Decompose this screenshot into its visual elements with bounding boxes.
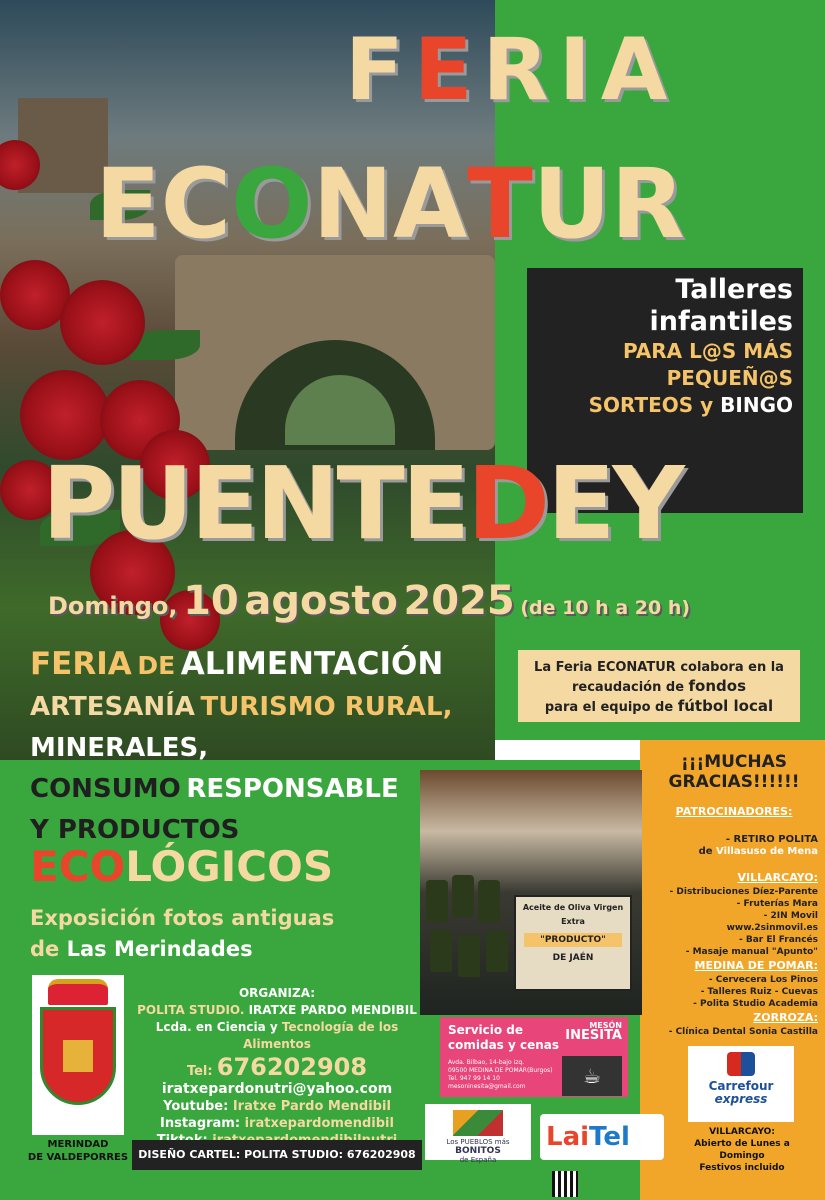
pueblos-logo: Los PUEBLOS más BONITOS de España	[425, 1104, 531, 1160]
carrefour-hours: VILLARCAYO: Abierto de Lunes a Domingo Festivos incluido	[694, 1127, 790, 1173]
exposicion-text: Exposición fotos antiguas de Las Merindades	[30, 906, 335, 961]
talleres-line2: infantiles	[649, 306, 793, 337]
colabora-box: La Feria ECONATUR colabora en la recaudación de fondos para el equipo de fútbol local	[518, 650, 800, 722]
talleres-line1: Talleres	[675, 274, 793, 305]
merindad-label: MERINDAD DE VALDEPORRES	[27, 1139, 129, 1163]
carrefour-logo: Carrefour express	[688, 1046, 794, 1122]
coat-of-arms	[32, 975, 124, 1135]
organiza-block: ORGANIZA: POLITA STUDIO. IRATXE PARDO MENDIBIL Lcda. en Ciencia y Tecnología de los Alimentos Tel: 676202908 iratxepardonutri@yahoo.com Youtube: Iratxe Pardo Mendibil Instagram: iratxepardomendibil	[137, 986, 417, 1131]
laitel-logo: LaiTel	[540, 1114, 664, 1160]
coffee-cup-icon: ☕	[562, 1056, 622, 1096]
sponsors-block: ¡¡¡MUCHAS GRACIAS!!!!!! PATROCINADORES: - RETIRO POLITA de Villasuso de Mena VILLARCAYO: - Distribuciones Díez-Parente - Fruterías Mara - 2IN Movil www.2sinmovil.es - Bar El Francés - Masaje manual "Apunto" MEDINA DE POMAR: - Cervecera Los Pinos - Talleres Ruiz - Cuevas - Polita Studio Academia ZORROZA: - Clínica Dental Sonia Castilla	[668, 752, 818, 1037]
talleres-line5: SORTEOS y BINGO	[588, 393, 793, 417]
event-date: Domingo, 10 agosto 2025 (de 10 h a 20 h)	[48, 578, 691, 624]
castle-icon	[63, 1040, 93, 1072]
cartel-credit: DISEÑO CARTEL: POLITA STUDIO: 676202908	[132, 1140, 422, 1170]
feria-description: FERIA DE ALIMENTACIÓN ARTESANÍA TURISMO RURAL, MINERALES,	[30, 646, 453, 763]
talleres-line3: PARA L@S MÁS	[622, 339, 793, 363]
qr-code-icon	[552, 1171, 578, 1197]
oil-label: Aceite de Oliva Virgen Extra "PRODUCTO" DE JAÉN	[514, 895, 632, 991]
crown-icon	[48, 979, 108, 1005]
ecologicos-text: ECOLÓGICOS	[30, 842, 334, 891]
consumo-text: CONSUMO RESPONSABLE Y PRODUCTOS	[30, 774, 399, 845]
meson-ad: Servicio de comidas y cenas MESÓN INESITA Avda. Bilbao, 14-bajo izq. 09500 MEDINA DE POMAR(Burgos) Tel. 947 99 14 10 mesoninesita@gmail.com	[440, 1017, 628, 1097]
title-econatur: ECONATUR	[95, 148, 685, 260]
title-puentedey: PUENTEDEY	[42, 445, 682, 562]
title-feria: FERIA	[345, 20, 678, 120]
carrefour-mark-icon	[727, 1052, 755, 1076]
talleres-line4: PEQUEÑ@S	[666, 366, 793, 390]
shield-icon	[40, 1007, 116, 1105]
